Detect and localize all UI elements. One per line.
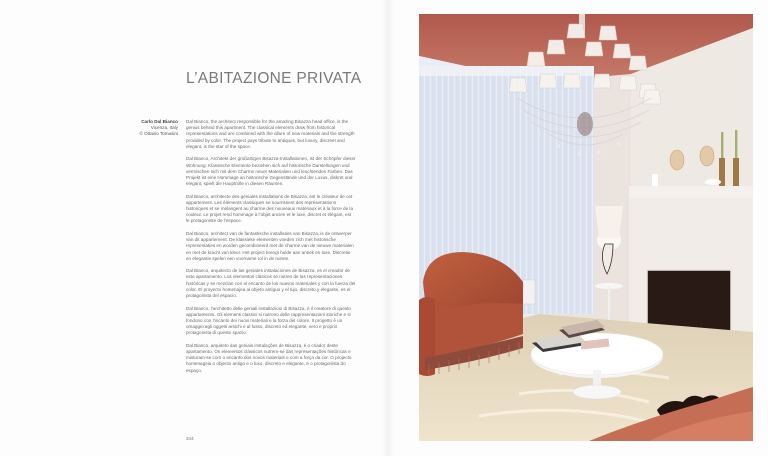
- photographer-credit: © Ottavio Tomasini: [139, 131, 178, 137]
- page-number: 344: [186, 436, 194, 441]
- book-gutter: [382, 0, 394, 456]
- paragraph-german: Dal Bianco, Architekt der großartigen Bisazza-Installationen, ist der Schöpfer dieser Wohnung. Klassische Elemente beziehen sich auf historische Darstellungen und vermischen sich mit dem Charme neuer Materialien und leuchtenden Farben. Das Projekt ist eine Hommage an historische Gegenstände und der Luxus, diskret und elegant, spielt die Hauptrolle in diesen Räumen.: [186, 156, 356, 187]
- paragraph-italian: Dal Bianco, l’architetto delle geniali installazioni di Bisazza, è il creatore di questo appartamento. Gli elementi classici si nutrono delle rappresentazioni storiche e si fondono con l’incanto dei nuovi materiali e la forza del colore. Il progetto è un omaggio agli oggetti antichi e al lusso, discreto ed elegante, vero e proprio protagonista di questo spazio.: [186, 305, 351, 336]
- interior-photo: [419, 14, 753, 441]
- paragraph-english: Dal Bianco, the architect responsible for the amazing Bisazza head office, is the genius behind this apartment. The classical elements draw from historical representations and are combined with the allure of new materials and the strength provided by color. The project pays tribute to antiques, but luxury, discreet and elegant, is the star of the space.: [186, 119, 355, 149]
- paragraph-dutch: Dal Bianco, architect van de fantastische installaties van Bisazza, is de ontwerper van dit appartement. De klassieke elementen voeden zich met historische representaties en worden gecombineerd met de charme van de nieuwe materialen en met de kracht van kleur. Het project brengt hulde aan antiek en luxe. Discretie en elegantie spelen een voorname rol in de ruimte.: [186, 230, 354, 261]
- architect-name: Carlo Dal Bianco: [141, 119, 178, 124]
- paragraph-spanish: Dal Bianco, arquitecto de las geniales instalaciones de Bisazza, es el creador de este apartamento. Los elementos clásicos se nutren de las representaciones históricas y se mezclan con el encanto de los nuevos materiales y con la fuerza del color. El proyecto homenajea al objeto antiguo y el lujo, discreto y elegante, es el protagonista del espacio.: [186, 268, 356, 299]
- multilingual-body-text: [186, 119, 356, 380]
- paragraph-portuguese: Dal Bianco, arquiteto das geniais instalações de Bisazza, é o criador deste apartamento. Os elementos clássicos nutrem-se das representações históricas e misturam-se com o encanto dos novos materiais e com a força da cor. O projecto homenageia o objecto antigo e o luxo, discreto e elegante, é o protagonista do espaço.: [186, 342, 352, 373]
- project-credits: [112, 119, 178, 138]
- page-title: L’ABITAZIONE PRIVATA: [186, 70, 362, 87]
- project-location: Vicenza, Italy: [150, 125, 178, 131]
- living-room-illustration: [419, 14, 753, 441]
- paragraph-french: Dal Bianco, architecte des géniales installations de Bisazza, est le créateur de cet appartement. Les éléments classiques se nourrissent des représentations historiques et se mélangent au charme des nouveaux matériaux et à la force de la couleur. Le projet rend hommage à l’objet ancien et le luxe, discret et élégant, est le protagoniste de l’espace.: [186, 193, 354, 224]
